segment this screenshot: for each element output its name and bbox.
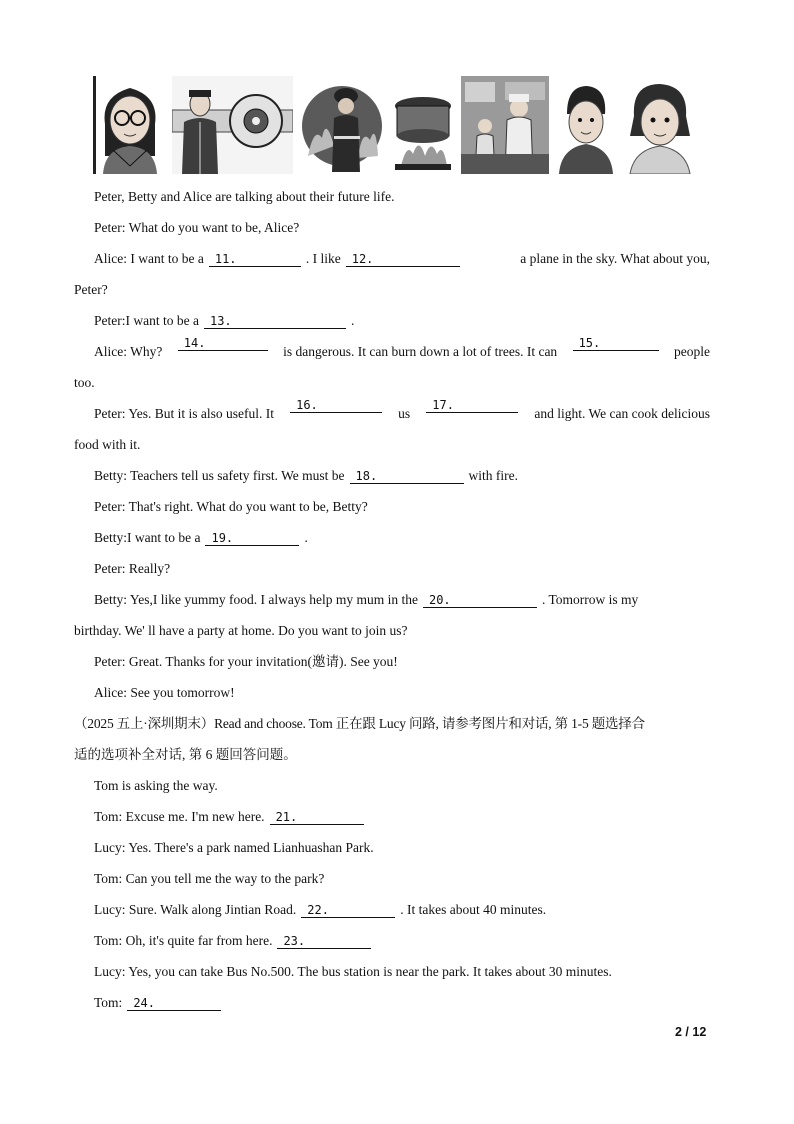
answer-blank-17[interactable]: 17. bbox=[426, 398, 518, 413]
answer-blank-15[interactable]: 15. bbox=[573, 336, 659, 351]
dialogue1-intro: Peter, Betty and Alice are talking about their future life. bbox=[94, 189, 395, 204]
cooking-pot-on-fire-picture bbox=[391, 76, 455, 174]
dialogue1-line-cont: Peter? bbox=[74, 282, 108, 297]
dialogue2-line: Lucy: Yes, you can take Bus No.500. The bus station is near the park. It takes about 30 minutes. bbox=[94, 964, 612, 979]
dialogue1-line: Alice: I want to be a 11. . I like 12. a plane in the sky. What about you, bbox=[94, 251, 710, 266]
dialogue1-line: Peter: That's right. What do you want to be, Betty? bbox=[94, 499, 368, 514]
dialogue1-line: Peter: Great. Thanks for your invitation(邀请). See you! bbox=[94, 654, 398, 669]
answer-blank-18[interactable]: 18. bbox=[350, 469, 464, 484]
dialogue1-line-cont: too. bbox=[74, 375, 95, 390]
answer-blank-24[interactable]: 24. bbox=[127, 996, 221, 1011]
dialogue1-line: Betty: Yes,I like yummy food. I always help my mum in the 20. . Tomorrow is my bbox=[94, 592, 639, 607]
dialogue1-line: Peter: Yes. But it is also useful. It 16. us 17. and light. We can cook delicious bbox=[94, 398, 710, 421]
worksheet-text bbox=[74, 181, 710, 1018]
dialogue1-line: Betty:I want to be a 19. . bbox=[94, 530, 308, 545]
dialogue1-line: Peter:I want to be a 13. . bbox=[94, 313, 355, 328]
dialogue2-line: Lucy: Sure. Walk along Jintian Road. 22. . It takes about 40 minutes. bbox=[94, 902, 547, 917]
answer-blank-23[interactable]: 23. bbox=[277, 934, 371, 949]
answer-blank-13[interactable]: 13. bbox=[204, 314, 346, 329]
section2-header: （2025 五上·深圳期末）Read and choose. Tom 正在跟 Lucy 问路, 请参考图片和对话, 第 1-5 题选择合 bbox=[74, 716, 645, 731]
dialogue2-line: Tom: 24. bbox=[74, 987, 710, 1018]
dialogue2-line: Lucy: Yes. There's a park named Lianhuashan Park. bbox=[94, 840, 374, 855]
cooks-in-kitchen-picture bbox=[461, 76, 549, 174]
answer-blank-19[interactable]: 19. bbox=[205, 531, 299, 546]
firefighter-picture bbox=[300, 76, 384, 174]
dialogue2-line: Tom: Excuse me. I'm new here. 21. bbox=[74, 801, 710, 832]
dialogue1-line-cont: birthday. We' ll have a party at home. Do you want to join us? bbox=[74, 623, 408, 638]
girl-portrait-picture bbox=[620, 76, 700, 174]
dialogue1-line: Peter: Really? bbox=[94, 561, 171, 576]
answer-blank-16[interactable]: 16. bbox=[290, 398, 382, 413]
dialogue2-line: Tom: Can you tell me the way to the park? bbox=[94, 871, 325, 886]
boy-portrait-picture bbox=[555, 76, 615, 174]
answer-blank-21[interactable]: 21. bbox=[270, 810, 364, 825]
dialogue1-line: Betty: Teachers tell us safety first. We must be 18. with fire. bbox=[94, 468, 519, 483]
answer-blank-20[interactable]: 20. bbox=[423, 593, 537, 608]
dialogue1-line-cont: food with it. bbox=[74, 437, 141, 452]
dialogue2-intro: Tom is asking the way. bbox=[94, 778, 218, 793]
answer-blank-14[interactable]: 14. bbox=[178, 336, 268, 351]
section2-header-cont: 适的选项补全对话, 第 6 题回答问题。 bbox=[74, 747, 297, 762]
dialogue1-line: Alice: See you tomorrow! bbox=[94, 685, 235, 700]
girl-with-glasses-picture bbox=[93, 76, 167, 174]
answer-blank-22[interactable]: 22. bbox=[301, 903, 395, 918]
dialogue1-line: Peter: What do you want to be, Alice? bbox=[94, 220, 300, 235]
dialogue1-line: Alice: Why? 14. is dangerous. It can burn down a lot of trees. It can 15. people bbox=[94, 336, 710, 359]
answer-blank-12[interactable]: 12. bbox=[346, 252, 460, 267]
answer-blank-11[interactable]: 11. bbox=[209, 252, 301, 267]
page-number: 2 / 12 bbox=[675, 1025, 707, 1039]
dialogue2-line: Tom: Oh, it's quite far from here. 23. bbox=[74, 925, 710, 956]
pilot-and-plane-picture bbox=[172, 76, 293, 174]
picture-strip bbox=[93, 76, 703, 174]
